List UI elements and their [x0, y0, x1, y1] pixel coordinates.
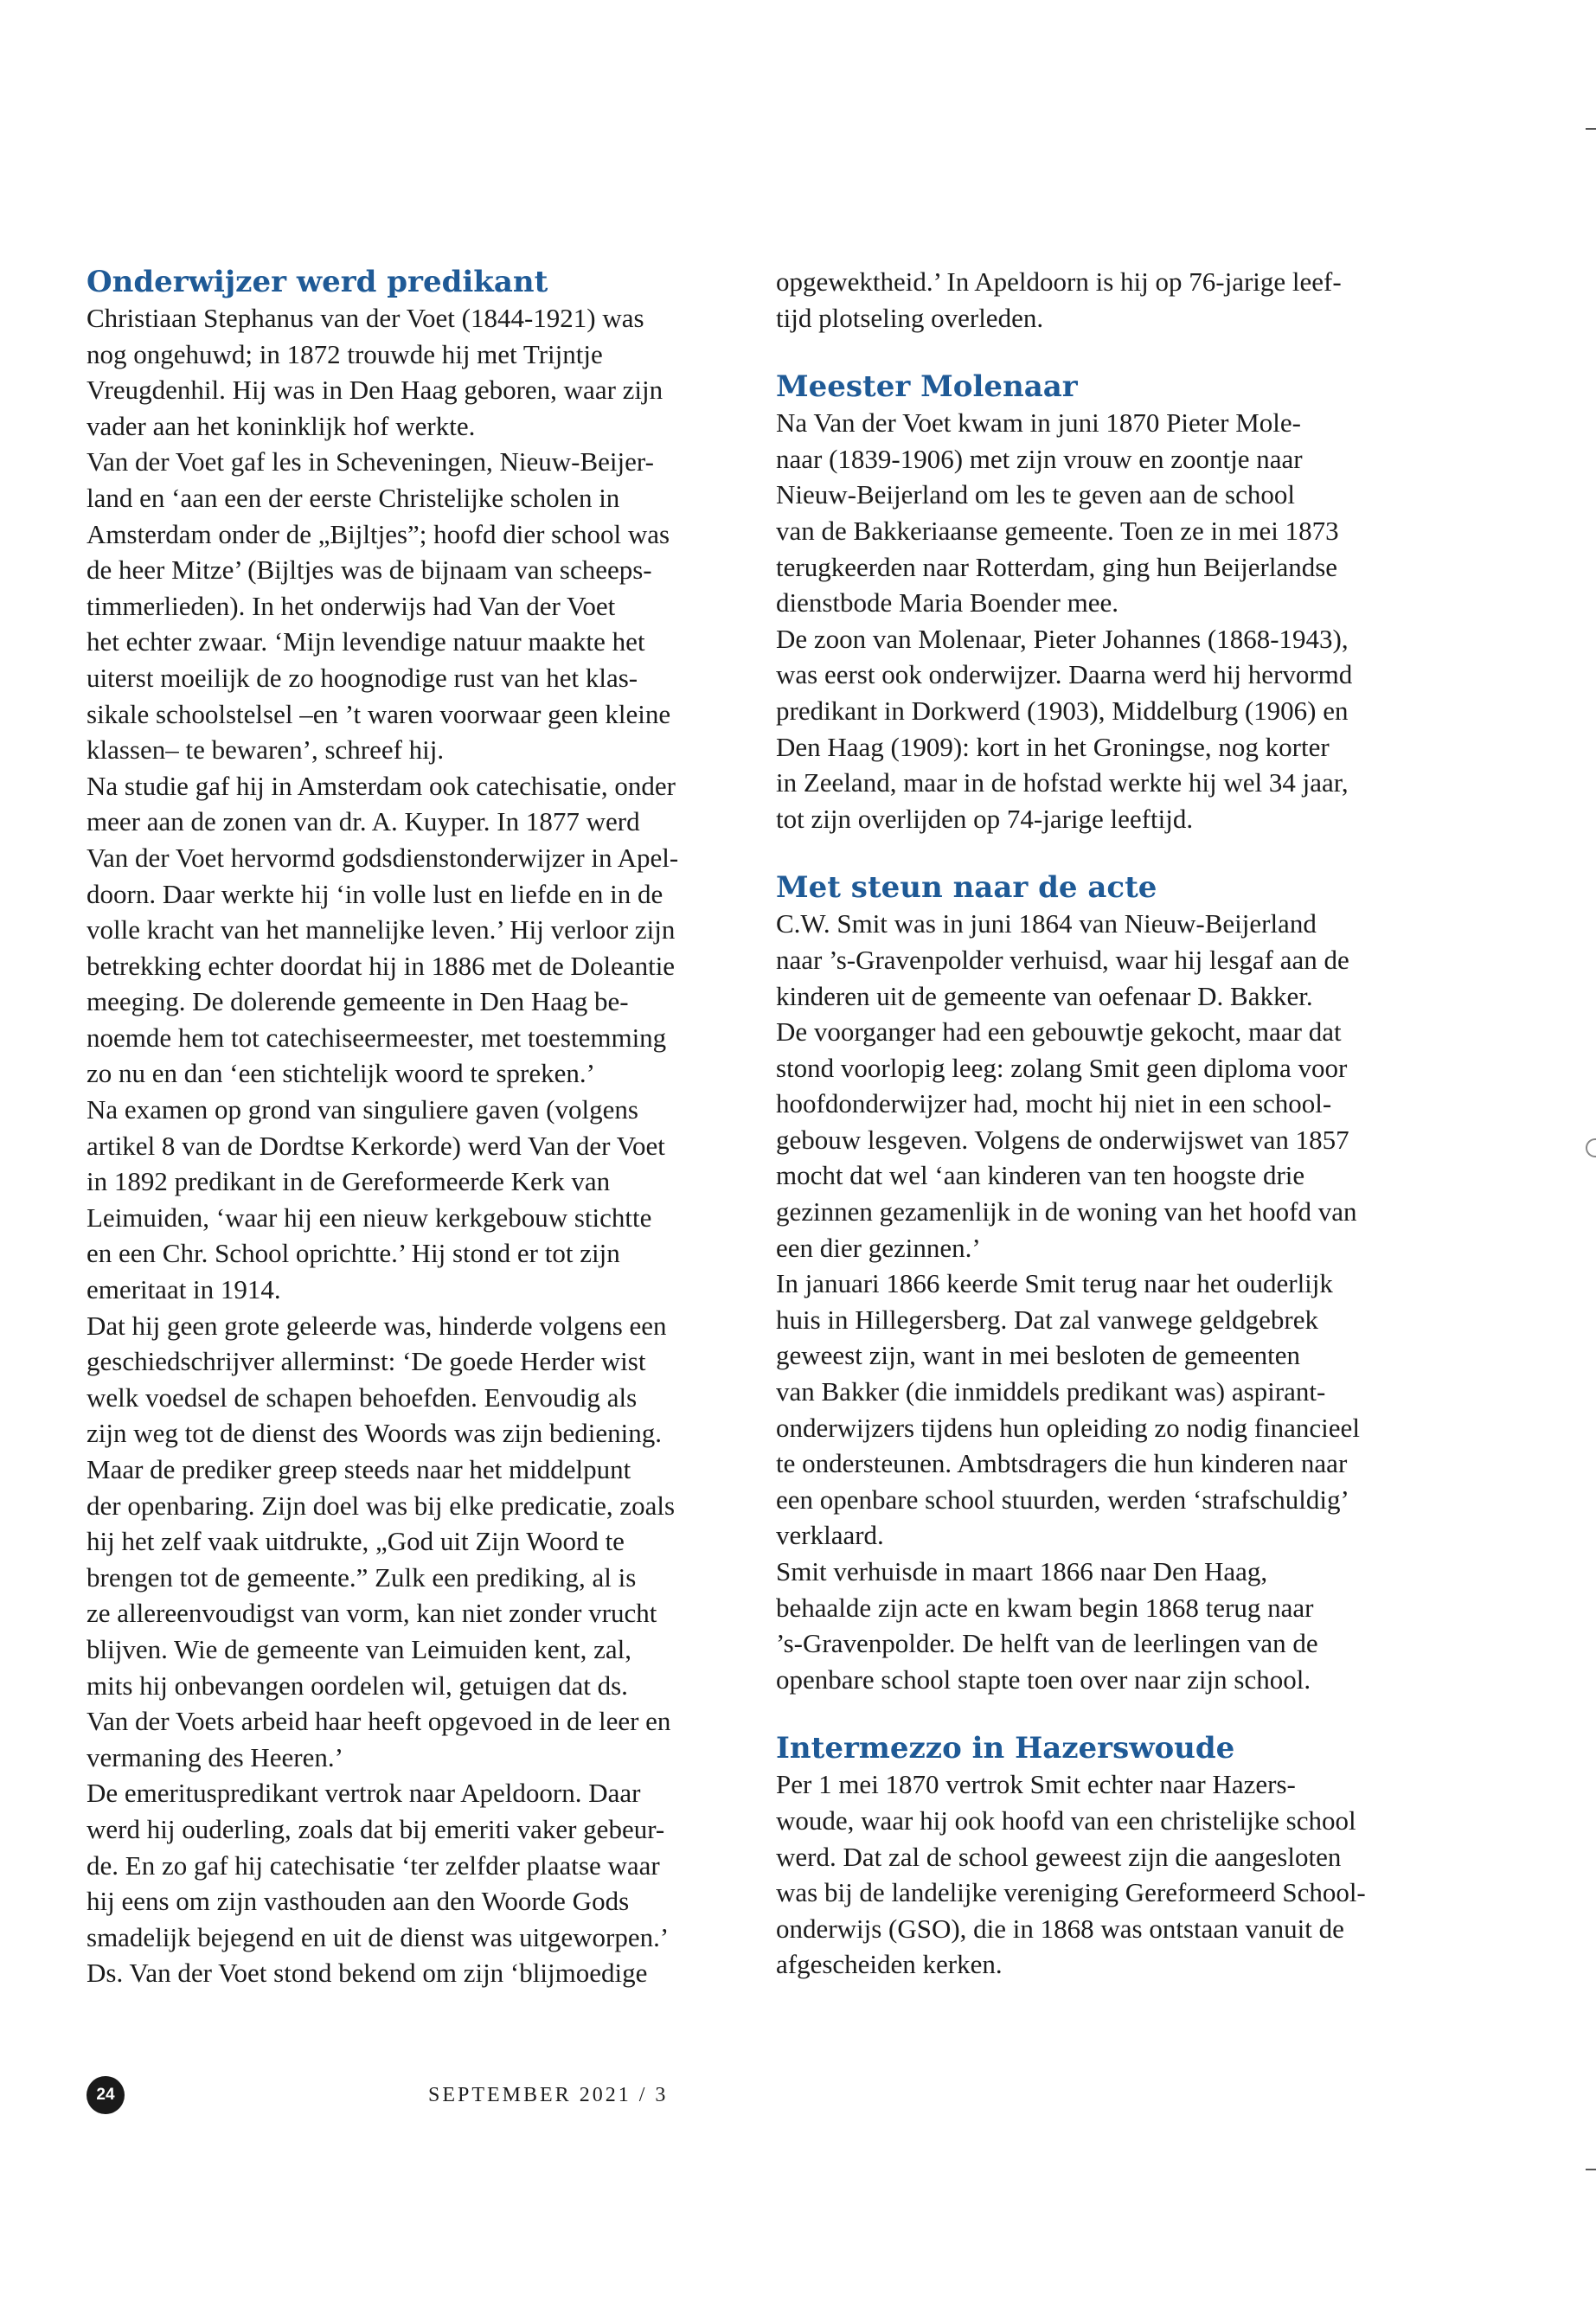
text-line: kinderen uit de gemeente van oefenaar D. Bakker.: [776, 980, 1313, 1011]
text-line: land en ‘aan een der eerste Christelijke scholen in: [87, 482, 620, 513]
text-line: te ondersteunen. Ambtsdragers die hun kinderen naar: [776, 1448, 1348, 1479]
section-heading-acte: Met steun naar de acte: [776, 870, 1157, 906]
text-line: klassen– te bewaren’, schreef hij.: [87, 734, 445, 766]
text-line: een openbare school stuurden, werden ‘strafschuldig’: [776, 1484, 1349, 1515]
text-line: Den Haag (1909): kort in het Groningse, nog korter: [776, 731, 1330, 762]
text-line: volle kracht van het mannelijke leven.’ Hij verloor zijn: [87, 914, 676, 945]
text-line: hij het zelf vaak uitdrukte, „God uit Zijn Woord te: [87, 1526, 625, 1557]
text-line: was bij de landelijke vereniging Gereformeerd School-: [776, 1877, 1366, 1908]
text-line: vermaning des Heeren.’: [87, 1741, 343, 1772]
section-body-onderwijzer: [87, 300, 744, 1991]
text-line: het echter zwaar. ‘Mijn levendige natuur maakte het: [87, 626, 645, 657]
text-line: Nieuw-Beijerland om les te geven aan de school: [776, 479, 1295, 510]
text-line: opgewektheid.’ In Apeldoorn is hij op 76-jarige leef-: [776, 266, 1342, 297]
text-line: Smit verhuisde in maart 1866 naar Den Haag,: [776, 1556, 1268, 1586]
text-line: meer aan de zonen van dr. A. Kuyper. In 1877 werd: [87, 806, 640, 837]
text-line: onderwijzers tijdens hun opleiding zo nodig financieel: [776, 1412, 1360, 1443]
text-line: zijn weg tot de dienst des Woords was zijn bediening.: [87, 1418, 663, 1449]
text-line: tijd plotseling overleden.: [776, 302, 1044, 333]
section-heading-molenaar: Meester Molenaar: [776, 369, 1078, 405]
text-line: in 1892 predikant in de Gereformeerde Kerk van: [87, 1166, 611, 1197]
text-line: Christiaan Stephanus van der Voet (1844-1921) was: [87, 303, 644, 333]
text-line: was eerst ook onderwijzer. Daarna werd hij hervormd: [776, 659, 1353, 690]
text-line: der openbaring. Zijn doel was bij elke predicatie, zoals: [87, 1490, 676, 1521]
text-line: meeging. De dolerende gemeente in Den Haag be-: [87, 986, 629, 1017]
text-line: geschiedschrijver allerminst: ‘De goede Herder wist: [87, 1346, 646, 1377]
text-line: geweest zijn, want in mei besloten de gemeenten: [776, 1340, 1301, 1371]
section-body-hazerswoude: [776, 1766, 1442, 1983]
section-body-continuation: [776, 264, 1442, 336]
text-line: Na studie gaf hij in Amsterdam ook catechisatie, onder: [87, 770, 676, 801]
text-line: behaalde zijn acte en kwam begin 1868 terug naar: [776, 1592, 1314, 1623]
text-line: Amsterdam onder de „Bijltjes”; hoofd dier school was: [87, 518, 670, 549]
text-line: In januari 1866 keerde Smit terug naar het ouderlijk: [776, 1268, 1333, 1299]
text-line: mocht dat wel ‘aan kinderen van ten hoogste drie: [776, 1160, 1305, 1191]
text-line: de heer Mitze’ (Bijltjes was de bijnaam van scheeps-: [87, 554, 652, 586]
text-line: gezinnen gezamenlijk in de woning van het hoofd van: [776, 1196, 1357, 1227]
text-line: gebouw lesgeven. Volgens de onderwijswet van 1857: [776, 1124, 1349, 1155]
text-line: ’s-Gravenpolder. De helft van de leerlingen van de: [776, 1628, 1318, 1659]
text-line: De emerituspredikant vertrok naar Apeldoorn. Daar: [87, 1778, 641, 1809]
text-line: Na examen op grond van singuliere gaven (volgens: [87, 1094, 638, 1125]
text-line: Per 1 mei 1870 vertrok Smit echter naar Hazers-: [776, 1769, 1296, 1800]
crop-mark-top: [1586, 128, 1596, 130]
text-line: noemde hem tot catechiseermeester, met toestemming: [87, 1022, 667, 1053]
text-line: De zoon van Molenaar, Pieter Johannes (1868-1943),: [776, 623, 1349, 654]
text-line: en een Chr. School oprichtte.’ Hij stond er tot zijn: [87, 1238, 620, 1269]
crop-mark-bottom: [1586, 2169, 1596, 2170]
text-line: mits hij onbevangen oordelen wil, getuigen dat ds.: [87, 1670, 628, 1701]
page-number-badge: 24: [87, 2076, 125, 2114]
text-line: betrekking echter doordat hij in 1886 met de Doleantie: [87, 950, 676, 981]
right-column: [776, 264, 1442, 1983]
text-line: vader aan het koninklijk hof werkte.: [87, 410, 476, 441]
text-line: Leimuiden, ‘waar hij een nieuw kerkgebouw stichtte: [87, 1202, 652, 1233]
text-line: zo nu en dan ‘een stichtelijk woord te spreken.’: [87, 1058, 595, 1089]
text-line: van Bakker (die inmiddels predikant was) aspirant-: [776, 1376, 1326, 1407]
text-line: ze allereenvoudigst van vorm, kan niet zonder vrucht: [87, 1598, 657, 1629]
text-line: C.W. Smit was in juni 1864 van Nieuw-Beijerland: [776, 908, 1317, 939]
text-line: De voorganger had een gebouwtje gekocht, maar dat: [776, 1016, 1342, 1048]
text-line: welk voedsel de schapen behoefden. Eenvoudig als: [87, 1381, 638, 1413]
text-line: brengen tot de gemeente.” Zulk een prediking, al is: [87, 1561, 637, 1593]
text-line: van de Bakkeriaanse gemeente. Toen ze in mei 1873: [776, 515, 1339, 546]
text-line: Van der Voet gaf les in Scheveningen, Nieuw-Beijer-: [87, 446, 654, 478]
text-line: doorn. Daar werkte hij ‘in volle lust en liefde en in de: [87, 878, 663, 909]
text-line: tot zijn overlijden op 74-jarige leeftijd.: [776, 803, 1194, 834]
text-line: Ds. Van der Voet stond bekend om zijn ‘blijmoedige: [87, 1958, 648, 1989]
text-line: openbare school stapte toen over naar zijn school.: [776, 1663, 1311, 1695]
text-line: stond voorlopig leeg: zolang Smit geen diploma voor: [776, 1052, 1348, 1083]
left-column: [87, 264, 744, 1991]
text-line: woude, waar hij ook hoofd van een christelijke school: [776, 1804, 1356, 1836]
text-line: een dier gezinnen.’: [776, 1232, 981, 1263]
text-line: afgescheiden kerken.: [776, 1949, 1003, 1980]
text-line: nog ongehuwd; in 1872 trouwde hij met Trijntje: [87, 338, 603, 369]
text-line: werd. Dat zal de school geweest zijn die aangesloten: [776, 1841, 1342, 1872]
text-line: artikel 8 van de Dordtse Kerkorde) werd Van der Voet: [87, 1130, 665, 1161]
text-line: sikale schoolstelsel –en ’t waren voorwaar geen kleine: [87, 698, 671, 729]
text-line: hij eens om zijn vasthouden aan den Woorde Gods: [87, 1886, 630, 1917]
text-line: uiterst moeilijk de zo hoognodige rust van het klas-: [87, 662, 638, 693]
text-line: in Zeeland, maar in de hofstad werkte hij wel 34 jaar,: [776, 767, 1349, 798]
section-heading-hazerswoude: Intermezzo in Hazerswoude: [776, 1731, 1235, 1766]
text-line: emeritaat in 1914.: [87, 1274, 281, 1305]
text-line: naar (1839-1906) met zijn vrouw en zoontje naar: [776, 443, 1303, 474]
text-line: verklaard.: [776, 1520, 884, 1551]
text-line: huis in Hillegersberg. Dat zal vanwege geldgebrek: [776, 1304, 1318, 1335]
section-body-acte: [776, 906, 1442, 1697]
text-line: Dat hij geen grote geleerde was, hinderde volgens een: [87, 1310, 667, 1341]
registration-mark: [1586, 1138, 1596, 1157]
text-line: Na Van der Voet kwam in juni 1870 Pieter Mole-: [776, 407, 1301, 439]
text-line: predikant in Dorkwerd (1903), Middelburg (1906) en: [776, 695, 1349, 726]
text-line: Maar de prediker greep steeds naar het middelpunt: [87, 1454, 631, 1484]
text-line: Vreugdenhil. Hij was in Den Haag geboren, waar zijn: [87, 375, 663, 406]
text-line: dienstbode Maria Boender mee.: [776, 587, 1118, 619]
text-line: smadelijk bejegend en uit de dienst was uitgeworpen.’: [87, 1921, 670, 1952]
text-line: werd hij ouderling, zoals dat bij emeriti vaker gebeur-: [87, 1813, 665, 1844]
text-line: blijven. Wie de gemeente van Leimuiden kent, zal,: [87, 1633, 632, 1664]
page-footer: [87, 2076, 865, 2114]
section-heading-onderwijzer: Onderwijzer werd predikant: [87, 265, 548, 299]
issue-label: SEPTEMBER 2021 / 3: [428, 2084, 669, 2106]
text-line: naar ’s-Gravenpolder verhuisd, waar hij lesgaf aan de: [776, 944, 1349, 975]
text-line: hoofdonderwijzer had, mocht hij niet in een school-: [776, 1088, 1332, 1119]
text-line: Van der Voets arbeid haar heeft opgevoed in de leer en: [87, 1706, 671, 1737]
text-line: timmerlieden). In het onderwijs had Van der Voet: [87, 590, 616, 621]
text-line: terugkeerden naar Rotterdam, ging hun Beijerlandse: [776, 551, 1338, 582]
text-line: de. En zo gaf hij catechisatie ‘ter zelfder plaatse waar: [87, 1849, 660, 1881]
section-body-molenaar: [776, 405, 1442, 836]
text-line: onderwijs (GSO), die in 1868 was ontstaan vanuit de: [776, 1913, 1344, 1944]
text-line: Van der Voet hervormd godsdienstonderwijzer in Apel-: [87, 842, 679, 873]
